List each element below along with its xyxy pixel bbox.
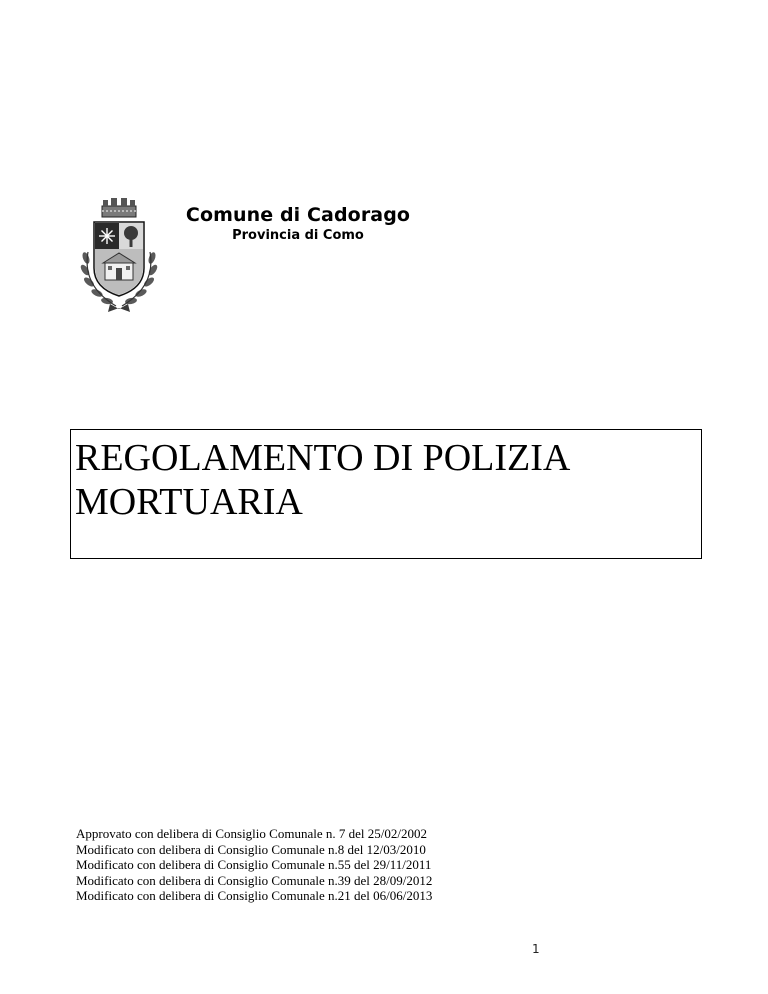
approval-line: Modificato con delibera di Consiglio Comunale n.8 del 12/03/2010 [76, 841, 426, 857]
letterhead [168, 204, 428, 244]
approval-line: Modificato con delibera di Consiglio Comunale n.39 del 28/09/2012 [76, 872, 433, 888]
comune-name: Comune di Cadorago [185, 204, 411, 226]
document-title-line-1: REGOLAMENTO DI POLIZIA [75, 437, 571, 479]
document-title-line-2: MORTUARIA [75, 481, 303, 523]
page-number: 1 [532, 942, 540, 956]
approval-line: Modificato con delibera di Consiglio Comunale n.21 del 06/06/2013 [76, 888, 433, 903]
provincia-name: Provincia di Como [232, 228, 364, 243]
approval-line: Approvato con delibera di Consiglio Comunale n. 7 del 25/02/2002 [76, 826, 427, 841]
document-title-box [70, 429, 702, 559]
approval-history [76, 826, 536, 904]
municipal-crest-icon [74, 196, 164, 318]
approval-line: Modificato con delibera di Consiglio Comunale n.55 del 29/11/2011 [76, 857, 432, 872]
